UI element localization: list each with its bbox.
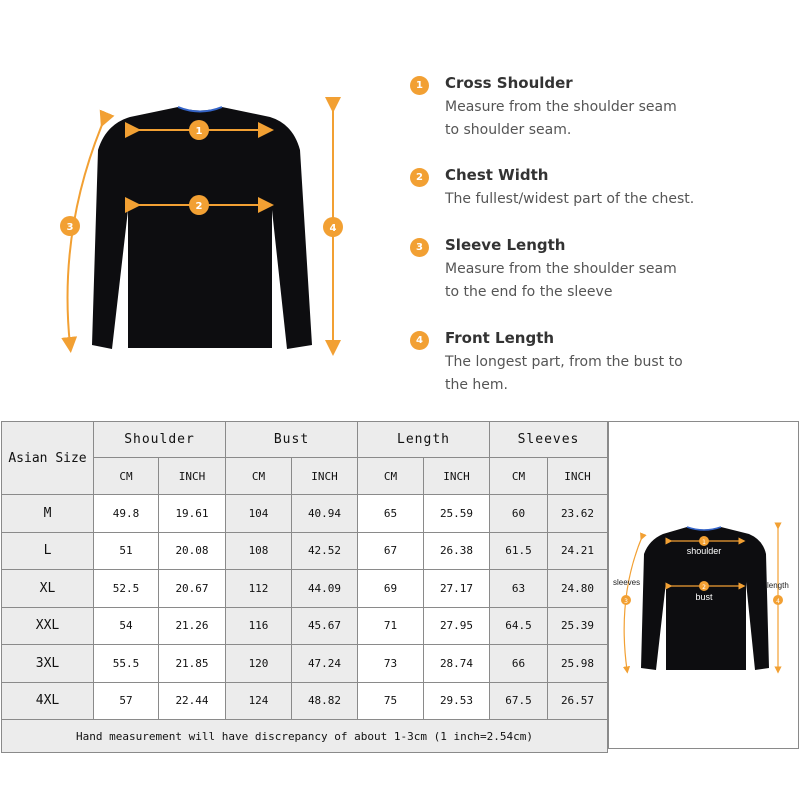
value-cell: 42.52 [292,532,358,570]
value-cell: 24.21 [548,532,608,570]
group-header-bust: Bust [226,422,358,458]
size-header: Asian Size [2,422,94,495]
unit-header-inch: INCH [424,458,490,495]
size-label-cell: XXL [2,607,94,645]
guide-title: Sleeve Length [445,236,566,254]
value-cell: 61.5 [490,532,548,570]
value-cell: 40.94 [292,495,358,533]
marker-2 [189,195,209,215]
guide-number: 2 [410,168,429,187]
small-sweater-diagram [608,421,799,749]
value-cell: 25.59 [424,495,490,533]
small-marker-4: 4 [776,598,780,605]
value-cell: 60 [490,495,548,533]
small-marker-3: 3 [624,598,628,605]
value-cell: 23.62 [548,495,608,533]
label-shoulder: shoulder [686,546,722,556]
value-cell: 20.08 [159,532,226,570]
size-label-cell: L [2,532,94,570]
value-cell: 29.53 [424,682,490,720]
value-cell: 66 [490,645,548,683]
value-cell: 108 [226,532,292,570]
group-header-length: Length [358,422,490,458]
svg-text:3: 3 [66,222,74,233]
value-cell: 116 [226,607,292,645]
table-row [2,570,608,608]
guide-description: The longest part, from the bust to the hem. [445,354,683,393]
value-cell: 25.39 [548,607,608,645]
value-cell: 47.24 [292,645,358,683]
value-cell: 22.44 [159,682,226,720]
value-cell: 65 [358,495,424,533]
value-cell: 20.67 [159,570,226,608]
unit-header-cm: CM [490,458,548,495]
value-cell: 24.80 [548,570,608,608]
guide-number: 1 [410,76,429,95]
value-cell: 69 [358,570,424,608]
value-cell: 54 [94,607,159,645]
marker-4 [323,217,343,237]
table-row [2,645,608,683]
value-cell: 26.57 [548,682,608,720]
value-cell: 120 [226,645,292,683]
value-cell: 25.98 [548,645,608,683]
unit-header-cm: CM [358,458,424,495]
value-cell: 55.5 [94,645,159,683]
size-label-cell: M [2,495,94,533]
group-header-sleeves: Sleeves [490,422,608,458]
label-bust: bust [695,592,713,602]
table-row [2,495,608,533]
value-cell: 51 [94,532,159,570]
value-cell: 44.09 [292,570,358,608]
unit-header-inch: INCH [159,458,226,495]
unit-header-inch: INCH [292,458,358,495]
svg-text:4: 4 [329,223,337,234]
value-cell: 49.8 [94,495,159,533]
table-row [2,607,608,645]
small-marker-1: 1 [702,539,706,546]
value-cell: 52.5 [94,570,159,608]
value-cell: 45.67 [292,607,358,645]
svg-text:2: 2 [195,201,203,212]
label-length: length [767,581,789,590]
guide-title: Front Length [445,329,555,347]
value-cell: 112 [226,570,292,608]
small-marker-2: 2 [702,584,706,591]
sweater-shape [92,107,312,349]
marker-3 [60,216,80,236]
unit-header-inch: INCH [548,458,608,495]
size-chart-table [1,421,608,753]
value-cell: 21.85 [159,645,226,683]
guide-title: Cross Shoulder [445,74,573,92]
guide-description: The fullest/widest part of the chest. [445,191,695,207]
size-label-cell: 4XL [2,682,94,720]
value-cell: 48.82 [292,682,358,720]
svg-text:1: 1 [195,126,203,137]
value-cell: 57 [94,682,159,720]
marker-1 [189,120,209,140]
value-cell: 26.38 [424,532,490,570]
label-sleeves: sleeves [613,578,641,587]
size-label-cell: XL [2,570,94,608]
value-cell: 63 [490,570,548,608]
table-row [2,532,608,570]
table-footer-note: Hand measurement will have discrepancy of about 1-3cm (1 inch=2.54cm) [2,720,608,753]
unit-header-cm: CM [226,458,292,495]
guide-description: Measure from the shoulder seam to shoulder seam. [445,99,677,138]
value-cell: 73 [358,645,424,683]
guide-description: Measure from the shoulder seam to the end fo the sleeve [445,261,677,300]
guide-number: 3 [410,238,429,257]
value-cell: 64.5 [490,607,548,645]
guide-title: Chest Width [445,166,549,184]
value-cell: 19.61 [159,495,226,533]
value-cell: 27.17 [424,570,490,608]
value-cell: 21.26 [159,607,226,645]
value-cell: 71 [358,607,424,645]
size-label-cell: 3XL [2,645,94,683]
guide-number: 4 [410,331,429,350]
value-cell: 67.5 [490,682,548,720]
table-row [2,682,608,720]
sweater-diagram [0,0,420,410]
value-cell: 28.74 [424,645,490,683]
value-cell: 104 [226,495,292,533]
unit-header-cm: CM [94,458,159,495]
small-sweater-svg [609,422,800,750]
value-cell: 75 [358,682,424,720]
group-header-shoulder: Shoulder [94,422,226,458]
value-cell: 27.95 [424,607,490,645]
value-cell: 67 [358,532,424,570]
value-cell: 124 [226,682,292,720]
